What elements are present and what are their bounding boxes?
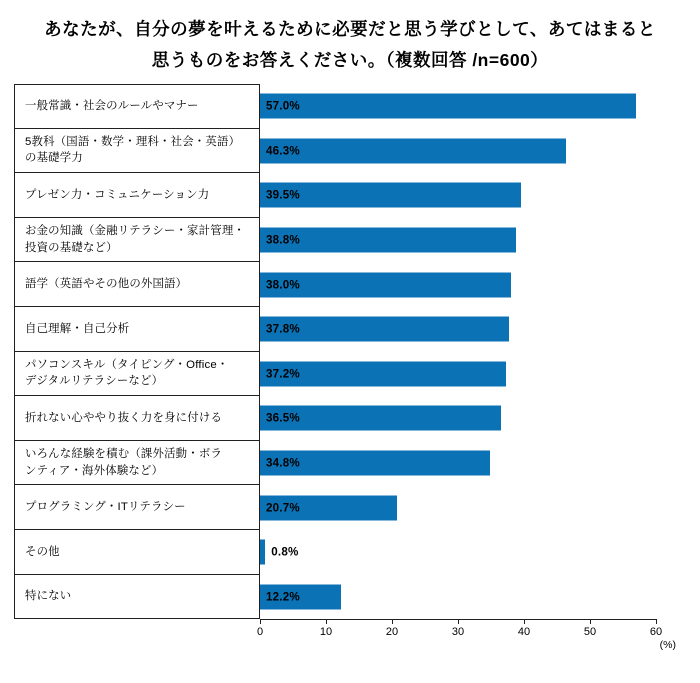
bar-value-label: 57.0% <box>266 99 300 113</box>
x-axis-tick-label: 60 <box>649 626 663 638</box>
bar-cell <box>260 575 686 620</box>
category-label-cell <box>14 129 260 174</box>
table-row <box>14 84 686 129</box>
bar <box>260 540 265 565</box>
category-label-cell <box>14 352 260 397</box>
bar-cell <box>260 262 686 307</box>
table-row <box>14 352 686 397</box>
x-axis-tick-label: 30 <box>451 626 465 638</box>
category-label-line-1: 折れない心ややり抜く力を身に付ける <box>25 411 223 424</box>
category-label <box>25 321 129 337</box>
category-label-cell <box>14 218 260 263</box>
category-label <box>25 410 222 426</box>
page-title-line-1: あなたが、自分の夢を叶えるために必要だと思う学びとして、あてはまると <box>44 19 656 39</box>
x-axis-tick <box>392 619 393 624</box>
bar-cell <box>260 485 686 530</box>
category-label <box>25 187 209 203</box>
x-axis-tick-label: 0 <box>256 626 264 638</box>
table-row <box>14 218 686 263</box>
category-label <box>25 499 186 515</box>
category-label-cell <box>14 262 260 307</box>
bar-value-label: 38.8% <box>266 233 300 247</box>
category-label-cell <box>14 530 260 575</box>
category-label-cell <box>14 173 260 218</box>
bar-cell <box>260 396 686 441</box>
page-title-line-2: 思うものをお答えください。（複数回答 /n=600） <box>151 49 549 70</box>
bar-value-label: 39.5% <box>266 188 300 202</box>
chart-rows <box>14 84 686 619</box>
category-label-line-2: ンティア・海外体験など） <box>25 464 164 477</box>
category-label-line-1: 5教科（国語・数学・理科・社会・英語） <box>25 136 241 149</box>
x-axis <box>256 619 676 663</box>
bar-cell <box>260 173 686 218</box>
category-label-cell <box>14 396 260 441</box>
x-axis-tick <box>524 619 525 624</box>
table-row <box>14 530 686 575</box>
category-label-cell <box>14 307 260 352</box>
x-axis-tick-label: 50 <box>583 626 597 638</box>
table-row <box>14 396 686 441</box>
x-axis-tick <box>260 619 261 624</box>
table-row <box>14 441 686 486</box>
category-label <box>25 223 245 255</box>
category-label-line-2: デジタルリテラシーなど） <box>25 375 164 388</box>
category-label <box>25 446 222 478</box>
table-row <box>14 307 686 352</box>
category-label-line-1: いろんな経験を積む（課外活動・ボラ <box>25 448 223 461</box>
category-label-line-1: 語学（英語やその他の外国語） <box>25 278 188 291</box>
bar-cell <box>260 441 686 486</box>
bar-value-label: 38.0% <box>266 278 300 292</box>
x-axis-tick <box>590 619 591 624</box>
table-row <box>14 173 686 218</box>
category-label-line-1: その他 <box>25 545 60 558</box>
category-label-line-1: 自己理解・自己分析 <box>25 322 130 335</box>
x-axis-tick-label: 40 <box>517 626 531 638</box>
category-label <box>25 276 187 292</box>
category-label <box>25 134 240 166</box>
bar-cell <box>260 84 686 129</box>
category-label-line-1: お金の知識（金融リテラシー・家計管理・ <box>25 225 245 238</box>
category-label <box>25 98 199 114</box>
bar-cell <box>260 352 686 397</box>
x-axis-tick-label: 20 <box>385 626 399 638</box>
category-label-cell <box>14 441 260 486</box>
bar-value-label: 12.2% <box>266 590 300 604</box>
category-label-cell <box>14 485 260 530</box>
category-label-line-1: パソコンスキル（タイピング・Office・ <box>25 359 229 372</box>
x-axis-tick <box>326 619 327 624</box>
bar-cell <box>260 129 686 174</box>
bar <box>260 138 566 163</box>
bar-chart <box>14 84 686 664</box>
x-axis-unit: (%) <box>659 639 676 651</box>
table-row <box>14 262 686 307</box>
category-label <box>25 357 228 389</box>
bar-cell <box>260 530 686 575</box>
bar-value-label: 20.7% <box>266 501 300 515</box>
category-label-line-1: 一般常識・社会のルールやマナー <box>25 100 199 113</box>
category-label-line-2: の基礎学力 <box>25 152 83 165</box>
table-row <box>14 129 686 174</box>
bar-value-label: 0.8% <box>271 545 299 559</box>
table-row <box>14 575 686 620</box>
bar-value-label: 37.8% <box>266 322 300 336</box>
x-axis-tick <box>458 619 459 624</box>
category-label-line-1: 特にない <box>25 590 72 603</box>
bar-cell <box>260 218 686 263</box>
bar-value-label: 34.8% <box>266 456 300 470</box>
bar <box>260 94 636 119</box>
x-axis-tick-label: 10 <box>319 626 333 638</box>
category-label-cell <box>14 575 260 620</box>
bar-cell <box>260 307 686 352</box>
bar-value-label: 46.3% <box>266 144 300 158</box>
category-label <box>25 544 60 560</box>
category-label <box>25 588 71 604</box>
category-label-cell <box>14 84 260 129</box>
category-label-line-1: プログラミング・ITリテラシー <box>25 501 186 514</box>
x-axis-tick <box>656 619 657 624</box>
category-label-line-1: プレゼン力・コミュニケーション力 <box>25 188 210 201</box>
bar-value-label: 36.5% <box>266 411 300 425</box>
page-title <box>0 14 700 75</box>
bar-value-label: 37.2% <box>266 367 300 381</box>
table-row <box>14 485 686 530</box>
category-label-line-2: 投資の基礎など） <box>25 241 118 254</box>
